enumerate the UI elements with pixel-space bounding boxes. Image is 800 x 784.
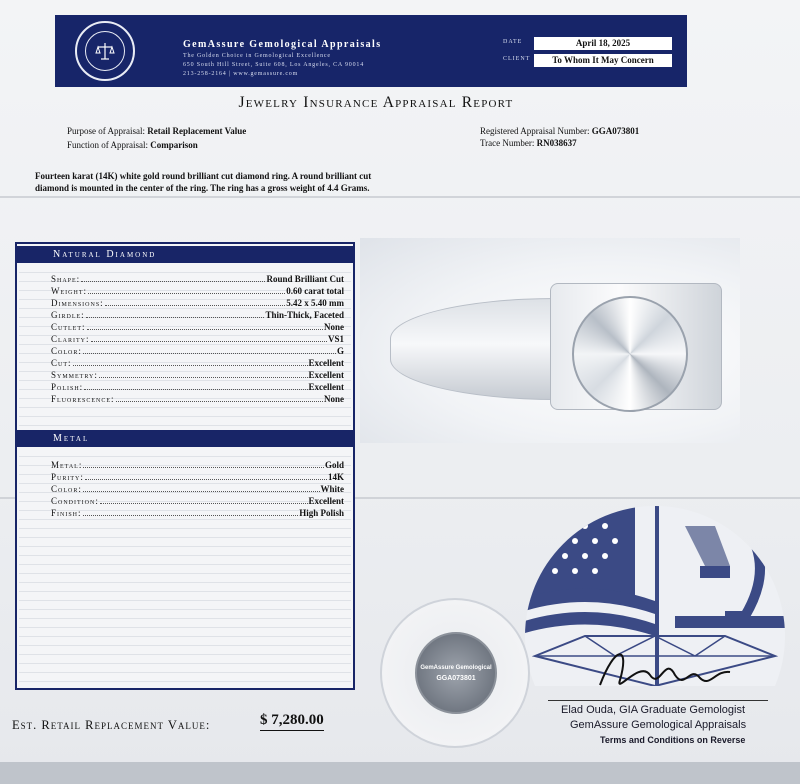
company-address: 650 South Hill Street, Suite 608, Los Angeles, CA 90014 xyxy=(183,62,365,68)
client-value: To Whom It May Concern xyxy=(534,54,672,67)
trace-number-line: Trace Number: RN038637 xyxy=(480,138,577,148)
company-tagline: The Golden Choice in Gemological Excellence xyxy=(183,53,331,59)
signer-name: Elad Ouda, GIA Graduate Gemologist xyxy=(561,704,746,716)
est-value-amount: $ 7,280.00 xyxy=(260,712,324,731)
fold-line-top xyxy=(0,196,800,198)
scale-icon xyxy=(94,40,116,62)
spec-row-condition: Condition: Excellent xyxy=(51,496,344,506)
function-line: Function of Appraisal: Comparison xyxy=(67,140,198,150)
company-contact: 213-258-2164 | www.gemassure.com xyxy=(183,71,299,77)
spec-row-cut: Cut: Excellent xyxy=(51,358,344,368)
holographic-seal-icon: GemAssure Gemological GGA073801 xyxy=(415,632,497,714)
client-label: CLIENT xyxy=(503,56,531,62)
terms-note: Terms and Conditions on Reverse xyxy=(600,735,746,745)
spec-row-clarity: Clarity: VS1 xyxy=(51,334,344,344)
spec-row-finish: Finish: High Polish xyxy=(51,508,344,518)
purpose-line: Purpose of Appraisal: Retail Replacement Value xyxy=(67,126,247,136)
date-label: DATE xyxy=(503,39,523,45)
spec-row-color: Color: G xyxy=(51,346,344,356)
spec-row-shape: Shape: Round Brilliant Cut xyxy=(51,274,344,284)
spec-row-fluorescence: Fluorescence: None xyxy=(51,394,344,404)
header-banner xyxy=(55,15,687,87)
spec-row-cutlet: Cutlet: None xyxy=(51,322,344,332)
spec-row-polish: Polish: Excellent xyxy=(51,382,344,392)
spec-row-weight: Weight: 0.60 carat total xyxy=(51,286,344,296)
ring-photo xyxy=(360,238,740,443)
bottom-edge xyxy=(0,762,800,784)
signer-company: GemAssure Gemological Appraisals xyxy=(570,719,747,731)
metal-heading: Metal xyxy=(17,430,353,447)
signature-line xyxy=(548,700,768,701)
spec-row-dimensions: Dimensions: 5.42 x 5.40 mm xyxy=(51,298,344,308)
item-description: Fourteen karat (14K) white gold round brilliant cut diamond ring. A round brilliant cut diamond is mounted in the center of the ring. The ring has a gross weight of 4.4 Grams. xyxy=(35,171,372,193)
spec-row-purity: Purity: 14K xyxy=(51,472,344,482)
spec-row-symmetry: Symmetry: Excellent xyxy=(51,370,344,380)
company-seal-icon xyxy=(75,21,135,81)
registered-number-line: Registered Appraisal Number: GGA073801 xyxy=(480,126,640,136)
diamond-image xyxy=(572,296,688,412)
spec-row-metal-color: Color: White xyxy=(51,484,344,494)
est-value-label: Est. Retail Replacement Value: xyxy=(12,718,211,732)
spec-row-metal: Metal: Gold xyxy=(51,460,344,470)
specifications-panel xyxy=(15,242,355,690)
handwritten-signature xyxy=(590,640,740,700)
company-name: GemAssure Gemological Appraisals xyxy=(183,39,382,50)
report-title: Jewelry Insurance Appraisal Report xyxy=(238,94,514,111)
date-value: April 18, 2025 xyxy=(534,37,672,50)
natural-diamond-heading: Natural Diamond xyxy=(17,246,353,263)
spec-row-girdle: Girdle: Thin-Thick, Faceted xyxy=(51,310,344,320)
